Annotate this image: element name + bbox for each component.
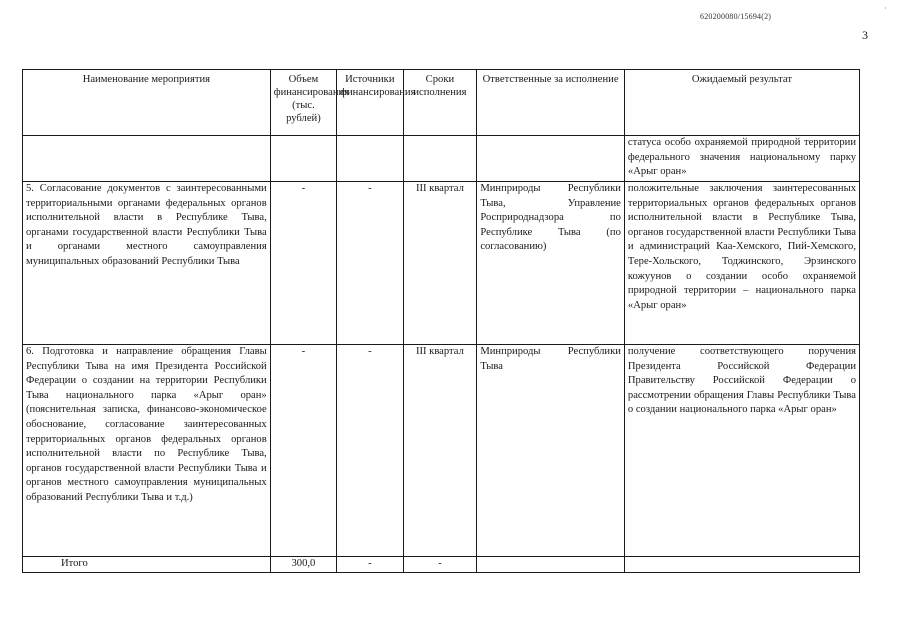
cell-result: положительные заключения заинтересованных территориальных органов федеральных органов исполнительной власти в Республике Тыва, органов государственной власти Республики Тыва и администраций Каа-Хемского, Пий-Хемского, Тере-Хольского, Тоджинского, Эрзинского кожуунов о создании особо охраняемой природной территории – национального парка «Арыг оран»: [624, 182, 859, 345]
cell-responsible: [477, 136, 625, 182]
table-row: [23, 345, 860, 557]
cell-term: III квартал: [403, 345, 477, 557]
cell-volume: -: [270, 345, 336, 557]
cell-responsible: Минприроды Республики Тыва: [477, 345, 625, 557]
table-row: [23, 136, 860, 182]
column-header-responsible: Ответственные за исполнение: [477, 70, 625, 136]
page-number: 3: [862, 28, 868, 42]
cell-name: 5. Согласование документов с заинтересованными территориальными органами федеральных органов исполнительной власти в Республике Тыва, органами государственной власти Республики Тыва и органами местного самоуправления муниципальных образований Республики Тыва: [23, 182, 271, 345]
cell-source: [337, 136, 403, 182]
total-source: -: [337, 557, 403, 573]
document-code: 620200080/15694(2): [700, 12, 772, 21]
scan-mark: ·: [884, 4, 887, 13]
column-header-result: Ожидаемый результат: [624, 70, 859, 136]
total-term: -: [403, 557, 477, 573]
cell-volume: -: [270, 182, 336, 345]
cell-source: -: [337, 345, 403, 557]
column-header-source: Источники финансирования: [337, 70, 403, 136]
cell-name: 6. Подготовка и направление обращения Главы Республики Тыва на имя Президента Российской Федерации о создании на территории Республики Тыва национального парка «Арыг оран» (пояснительная записка, финансово-экономическое обоснование, согласование заинтересованных территориальных органов федеральных органов исполнительной власти по Республике Тыва, органов государственной власти Республики Тыва и органов местного самоуправления муниципальных образований Республики Тыва и т.д.): [23, 345, 271, 557]
cell-name: [23, 136, 271, 182]
cell-volume: [270, 136, 336, 182]
cell-term: [403, 136, 477, 182]
cell-source: -: [337, 182, 403, 345]
total-label: Итого: [23, 557, 271, 573]
cell-result: получение соответствующего поручения Президента Российской Федерации Правительству Российской Федерации о рассмотрении обращения Главы Республики Тыва о создании национального парка «Арыг оран»: [624, 345, 859, 557]
column-header-name: Наименование мероприятия: [23, 70, 271, 136]
action-plan-table: [22, 69, 860, 573]
cell-responsible: Минприроды Республики Тыва, Управление Росприроднадзора по Республике Тыва (по согласованию): [477, 182, 625, 345]
total-result: [624, 557, 859, 573]
column-header-volume: Объем финансирования (тыс. рублей): [270, 70, 336, 136]
total-volume: 300,0: [270, 557, 336, 573]
cell-result: статуса особо охраняемой природной территории федерального значения национальному парку «Арыг оран»: [624, 136, 859, 182]
total-responsible: [477, 557, 625, 573]
total-row: [23, 557, 860, 573]
table-header-row: [23, 70, 860, 136]
column-header-term: Сроки исполнения: [403, 70, 477, 136]
table-row: [23, 182, 860, 345]
cell-term: III квартал: [403, 182, 477, 345]
